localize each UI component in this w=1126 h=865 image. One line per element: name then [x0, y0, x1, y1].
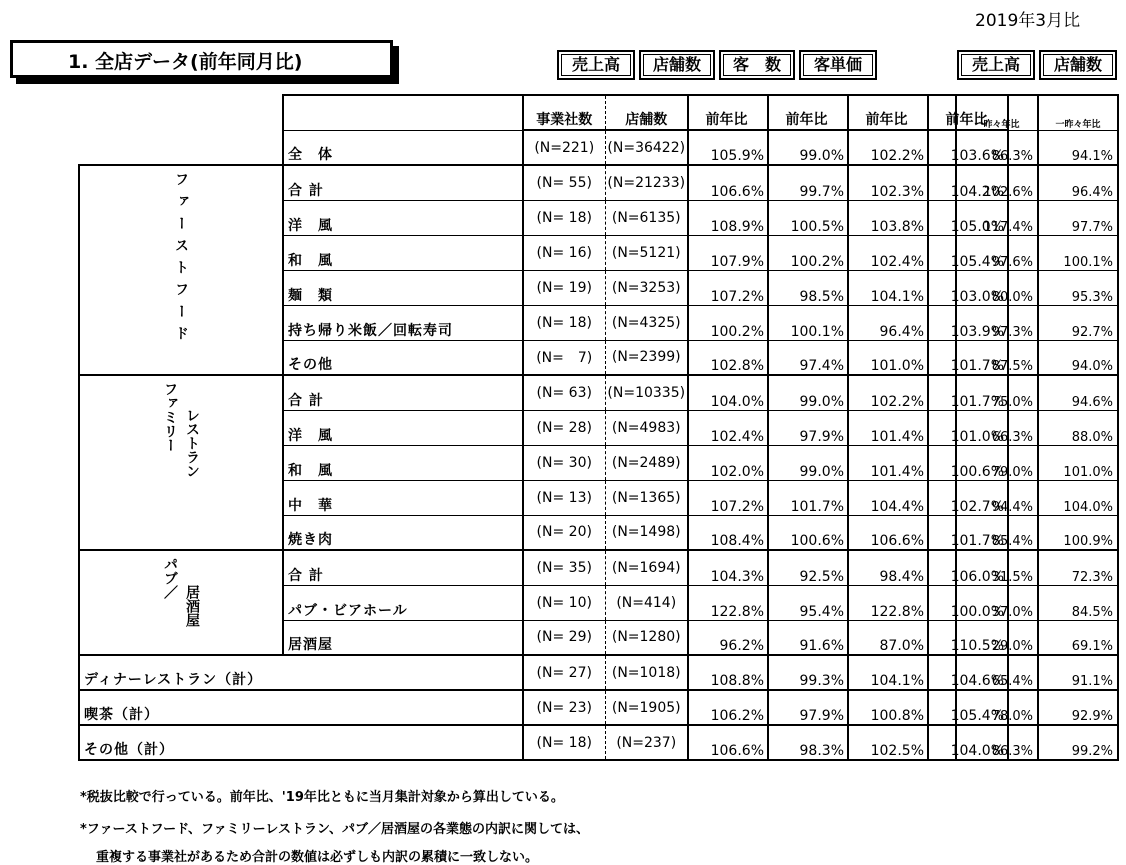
row-label: 持ち帰り米飯／回転寿司 — [283, 305, 523, 340]
row-spend: 101.7% — [928, 375, 1008, 410]
row-label: その他 — [283, 340, 523, 375]
category-fast-food: ファーストフード — [173, 172, 189, 348]
row-spend: 105.0% — [928, 200, 1008, 235]
row-spend: 106.0% — [928, 550, 1008, 585]
row-sales: 102.8% — [688, 340, 768, 375]
table-row — [956, 725, 1118, 760]
col-header-yoy: 前年比 — [688, 95, 768, 130]
row-label: 洋 風 — [283, 410, 523, 445]
row-company-count: (N= 63) — [523, 375, 605, 410]
row-customers: 102.2% — [848, 375, 928, 410]
table-row — [956, 445, 1118, 480]
table-row — [956, 375, 1118, 410]
col-header-companies: 事業社数 — [523, 95, 605, 130]
row-company-count: (N= 20) — [523, 515, 605, 550]
table-row — [956, 585, 1118, 620]
row-customers: 102.3% — [848, 165, 928, 200]
row-customers: 104.4% — [848, 480, 928, 515]
row-r-sales: 75.0% — [956, 375, 1038, 410]
row-label: 麺 類 — [283, 270, 523, 305]
table-row — [956, 480, 1118, 515]
row-sales: 107.2% — [688, 270, 768, 305]
col-header-yoy: 前年比 — [768, 95, 848, 130]
row-sales: 105.9% — [688, 130, 768, 165]
row-label: 居酒屋 — [283, 620, 523, 655]
header-sales: 売上高 — [557, 50, 635, 80]
row-spend: 103.9% — [928, 305, 1008, 340]
table-row — [956, 655, 1118, 690]
row-spend: 101.7% — [928, 515, 1008, 550]
category-pub: パブ／ — [162, 557, 178, 599]
row-label: ディナーレストラン（計） — [79, 655, 523, 690]
row-store-cnt: 91.6% — [768, 620, 848, 655]
table-row — [956, 305, 1118, 340]
row-store-count: (N=4983) — [605, 410, 688, 445]
row-store-cnt: 99.0% — [768, 445, 848, 480]
row-store-count: (N=3253) — [605, 270, 688, 305]
right-col-header-sales: 一昨々年比 — [956, 95, 1038, 130]
row-spend: 110.5% — [928, 620, 1008, 655]
row-r-sales: 94.4% — [956, 480, 1038, 515]
row-r-stores: 99.2% — [1038, 725, 1118, 760]
row-r-stores: 96.4% — [1038, 165, 1118, 200]
row-store-cnt: 97.9% — [768, 690, 848, 725]
table-row — [956, 550, 1118, 585]
row-r-sales: 86.3% — [956, 130, 1038, 165]
col-header-stores: 店舗数 — [605, 95, 688, 130]
comparison-table — [955, 94, 1119, 761]
row-spend: 104.2% — [928, 165, 1008, 200]
category-izakaya: 居酒屋 — [184, 585, 200, 627]
row-store-cnt: 100.5% — [768, 200, 848, 235]
row-sales: 106.2% — [688, 690, 768, 725]
row-store-count: (N=1905) — [605, 690, 688, 725]
row-sales: 108.8% — [688, 655, 768, 690]
table-row — [956, 620, 1118, 655]
row-r-stores: 72.3% — [1038, 550, 1118, 585]
row-company-count: (N= 28) — [523, 410, 605, 445]
row-label: 中 華 — [283, 480, 523, 515]
row-r-stores: 94.6% — [1038, 375, 1118, 410]
row-sales: 106.6% — [688, 725, 768, 760]
row-store-count: (N=6135) — [605, 200, 688, 235]
row-label: パブ・ビアホール — [283, 585, 523, 620]
row-customers: 87.0% — [848, 620, 928, 655]
row-sales: 108.4% — [688, 515, 768, 550]
header-customers: 客 数 — [719, 50, 795, 80]
row-r-stores: 104.0% — [1038, 480, 1118, 515]
row-r-sales: 117.4% — [956, 200, 1038, 235]
row-sales: 104.3% — [688, 550, 768, 585]
row-store-cnt: 99.0% — [768, 375, 848, 410]
row-sales: 107.9% — [688, 235, 768, 270]
row-company-count: (N= 30) — [523, 445, 605, 480]
row-store-cnt: 99.7% — [768, 165, 848, 200]
row-customers: 101.4% — [848, 410, 928, 445]
row-spend: 103.0% — [928, 270, 1008, 305]
row-r-stores: 94.0% — [1038, 340, 1118, 375]
col-header-yoy: 前年比 — [848, 95, 928, 130]
row-store-cnt: 100.2% — [768, 235, 848, 270]
row-company-count: (N= 18) — [523, 200, 605, 235]
row-r-sales: 65.4% — [956, 655, 1038, 690]
table-row — [79, 375, 1008, 410]
row-r-sales: 97.6% — [956, 235, 1038, 270]
row-store-count: (N=237) — [605, 725, 688, 760]
row-company-count: (N= 23) — [523, 690, 605, 725]
row-r-stores: 100.9% — [1038, 515, 1118, 550]
row-r-sales: 29.0% — [956, 620, 1038, 655]
row-label: 洋 風 — [283, 200, 523, 235]
row-r-stores: 69.1% — [1038, 620, 1118, 655]
row-label: その他（計） — [79, 725, 523, 760]
row-customers: 96.4% — [848, 305, 928, 340]
report-date: 2019年3月比 — [975, 11, 1081, 31]
row-r-sales: 80.0% — [956, 270, 1038, 305]
row-store-cnt: 99.0% — [768, 130, 848, 165]
row-company-count: (N= 29) — [523, 620, 605, 655]
row-company-count: (N= 10) — [523, 585, 605, 620]
footnote-1: *税抜比較で行っている。前年比、'19年比ともに当月集計対象から算出している。 — [80, 790, 564, 805]
row-store-count: (N=414) — [605, 585, 688, 620]
row-store-cnt: 101.7% — [768, 480, 848, 515]
row-company-count: (N=221) — [523, 130, 605, 165]
footnote-2: *ファーストフード、ファミリーレストラン、パブ／居酒屋の各業態の内訳に関しては、 — [80, 822, 589, 837]
row-r-sales: 85.4% — [956, 515, 1038, 550]
table-row — [956, 165, 1118, 200]
row-r-stores: 88.0% — [1038, 410, 1118, 445]
row-company-count: (N= 55) — [523, 165, 605, 200]
row-r-stores: 100.1% — [1038, 235, 1118, 270]
category-restaurant: レストラン — [184, 408, 200, 478]
row-store-count: (N=10335) — [605, 375, 688, 410]
row-r-sales: 86.3% — [956, 725, 1038, 760]
row-label: 和 風 — [283, 445, 523, 480]
table-row — [956, 690, 1118, 725]
row-store-cnt: 100.6% — [768, 515, 848, 550]
row-r-stores: 92.9% — [1038, 690, 1118, 725]
right-col-header-stores: 一昨々年比 — [1038, 95, 1118, 130]
row-store-cnt: 99.3% — [768, 655, 848, 690]
section-title: 1. 全店データ(前年同月比) — [10, 40, 393, 78]
row-company-count: (N= 18) — [523, 725, 605, 760]
row-customers: 102.2% — [848, 130, 928, 165]
row-label: 和 風 — [283, 235, 523, 270]
header-right-stores: 店舗数 — [1039, 50, 1117, 80]
table-row — [79, 655, 1008, 690]
row-sales: 102.0% — [688, 445, 768, 480]
row-spend: 104.6% — [928, 655, 1008, 690]
row-store-count: (N=2399) — [605, 340, 688, 375]
row-customers: 101.0% — [848, 340, 928, 375]
row-store-cnt: 97.9% — [768, 410, 848, 445]
row-label: 喫茶（計） — [79, 690, 523, 725]
row-company-count: (N= 7) — [523, 340, 605, 375]
row-spend: 105.4% — [928, 235, 1008, 270]
row-store-cnt: 97.4% — [768, 340, 848, 375]
row-sales: 108.9% — [688, 200, 768, 235]
row-customers: 106.6% — [848, 515, 928, 550]
row-sales: 106.6% — [688, 165, 768, 200]
table-row — [79, 130, 1008, 165]
row-customers: 102.4% — [848, 235, 928, 270]
table-row — [956, 235, 1118, 270]
row-r-sales: 97.3% — [956, 305, 1038, 340]
footnote-3: 重複する事業社があるため合計の数値は必ずしも内訳の累積に一致しない。 — [96, 850, 539, 865]
row-store-count: (N=4325) — [605, 305, 688, 340]
row-spend: 103.6% — [928, 130, 1008, 165]
header-stores: 店舗数 — [639, 50, 715, 80]
row-store-count: (N=1018) — [605, 655, 688, 690]
col-header-yoy: 前年比 — [928, 95, 1008, 130]
main-data-table — [78, 94, 1009, 761]
row-store-count: (N=2489) — [605, 445, 688, 480]
table-row — [956, 410, 1118, 445]
row-r-sales: 78.0% — [956, 690, 1038, 725]
row-spend: 102.7% — [928, 480, 1008, 515]
category-family: ファミリー — [162, 382, 178, 452]
row-store-cnt: 98.3% — [768, 725, 848, 760]
row-store-count: (N=21233) — [605, 165, 688, 200]
row-sales: 100.2% — [688, 305, 768, 340]
table-row — [79, 550, 1008, 585]
row-r-stores: 91.1% — [1038, 655, 1118, 690]
row-store-cnt: 95.4% — [768, 585, 848, 620]
row-spend: 100.6% — [928, 445, 1008, 480]
row-spend: 105.4% — [928, 690, 1008, 725]
row-r-sales: 79.0% — [956, 445, 1038, 480]
row-r-sales: 87.5% — [956, 340, 1038, 375]
row-store-cnt: 98.5% — [768, 270, 848, 305]
row-sales: 104.0% — [688, 375, 768, 410]
row-customers: 104.1% — [848, 655, 928, 690]
row-spend: 101.0% — [928, 410, 1008, 445]
row-r-stores: 101.0% — [1038, 445, 1118, 480]
row-label: 合 計 — [283, 375, 523, 410]
row-store-cnt: 92.5% — [768, 550, 848, 585]
row-customers: 104.1% — [848, 270, 928, 305]
row-customers: 122.8% — [848, 585, 928, 620]
header-right-sales: 売上高 — [957, 50, 1035, 80]
table-row — [956, 270, 1118, 305]
row-spend: 100.0% — [928, 585, 1008, 620]
row-company-count: (N= 18) — [523, 305, 605, 340]
row-sales: 96.2% — [688, 620, 768, 655]
row-store-count: (N=1694) — [605, 550, 688, 585]
row-sales: 102.4% — [688, 410, 768, 445]
row-store-cnt: 100.1% — [768, 305, 848, 340]
row-store-count: (N=1280) — [605, 620, 688, 655]
row-r-sales: 66.3% — [956, 410, 1038, 445]
table-row — [79, 690, 1008, 725]
table-row — [956, 340, 1118, 375]
row-company-count: (N= 27) — [523, 655, 605, 690]
row-r-sales: 37.0% — [956, 585, 1038, 620]
row-r-sales: 31.5% — [956, 550, 1038, 585]
row-spend: 104.0% — [928, 725, 1008, 760]
row-r-stores: 97.7% — [1038, 200, 1118, 235]
header-spend: 客単価 — [799, 50, 877, 80]
table-row — [79, 165, 1008, 200]
row-customers: 98.4% — [848, 550, 928, 585]
row-sales: 122.8% — [688, 585, 768, 620]
table-row — [956, 515, 1118, 550]
row-customers: 101.4% — [848, 445, 928, 480]
row-sales: 107.2% — [688, 480, 768, 515]
row-customers: 102.5% — [848, 725, 928, 760]
row-customers: 103.8% — [848, 200, 928, 235]
row-store-count: (N=5121) — [605, 235, 688, 270]
row-r-sales: 102.6% — [956, 165, 1038, 200]
row-label: 全 体 — [283, 130, 523, 165]
table-row — [956, 130, 1118, 165]
row-spend: 101.7% — [928, 340, 1008, 375]
row-r-stores: 94.1% — [1038, 130, 1118, 165]
row-label: 焼き肉 — [283, 515, 523, 550]
table-row — [956, 200, 1118, 235]
row-r-stores: 84.5% — [1038, 585, 1118, 620]
row-store-count: (N=1498) — [605, 515, 688, 550]
row-label: 合 計 — [283, 550, 523, 585]
row-customers: 100.8% — [848, 690, 928, 725]
row-company-count: (N= 13) — [523, 480, 605, 515]
row-r-stores: 95.3% — [1038, 270, 1118, 305]
row-store-count: (N=1365) — [605, 480, 688, 515]
table-row — [79, 725, 1008, 760]
row-company-count: (N= 19) — [523, 270, 605, 305]
row-company-count: (N= 16) — [523, 235, 605, 270]
row-store-count: (N=36422) — [605, 130, 688, 165]
row-company-count: (N= 35) — [523, 550, 605, 585]
row-r-stores: 92.7% — [1038, 305, 1118, 340]
row-label: 合 計 — [283, 165, 523, 200]
